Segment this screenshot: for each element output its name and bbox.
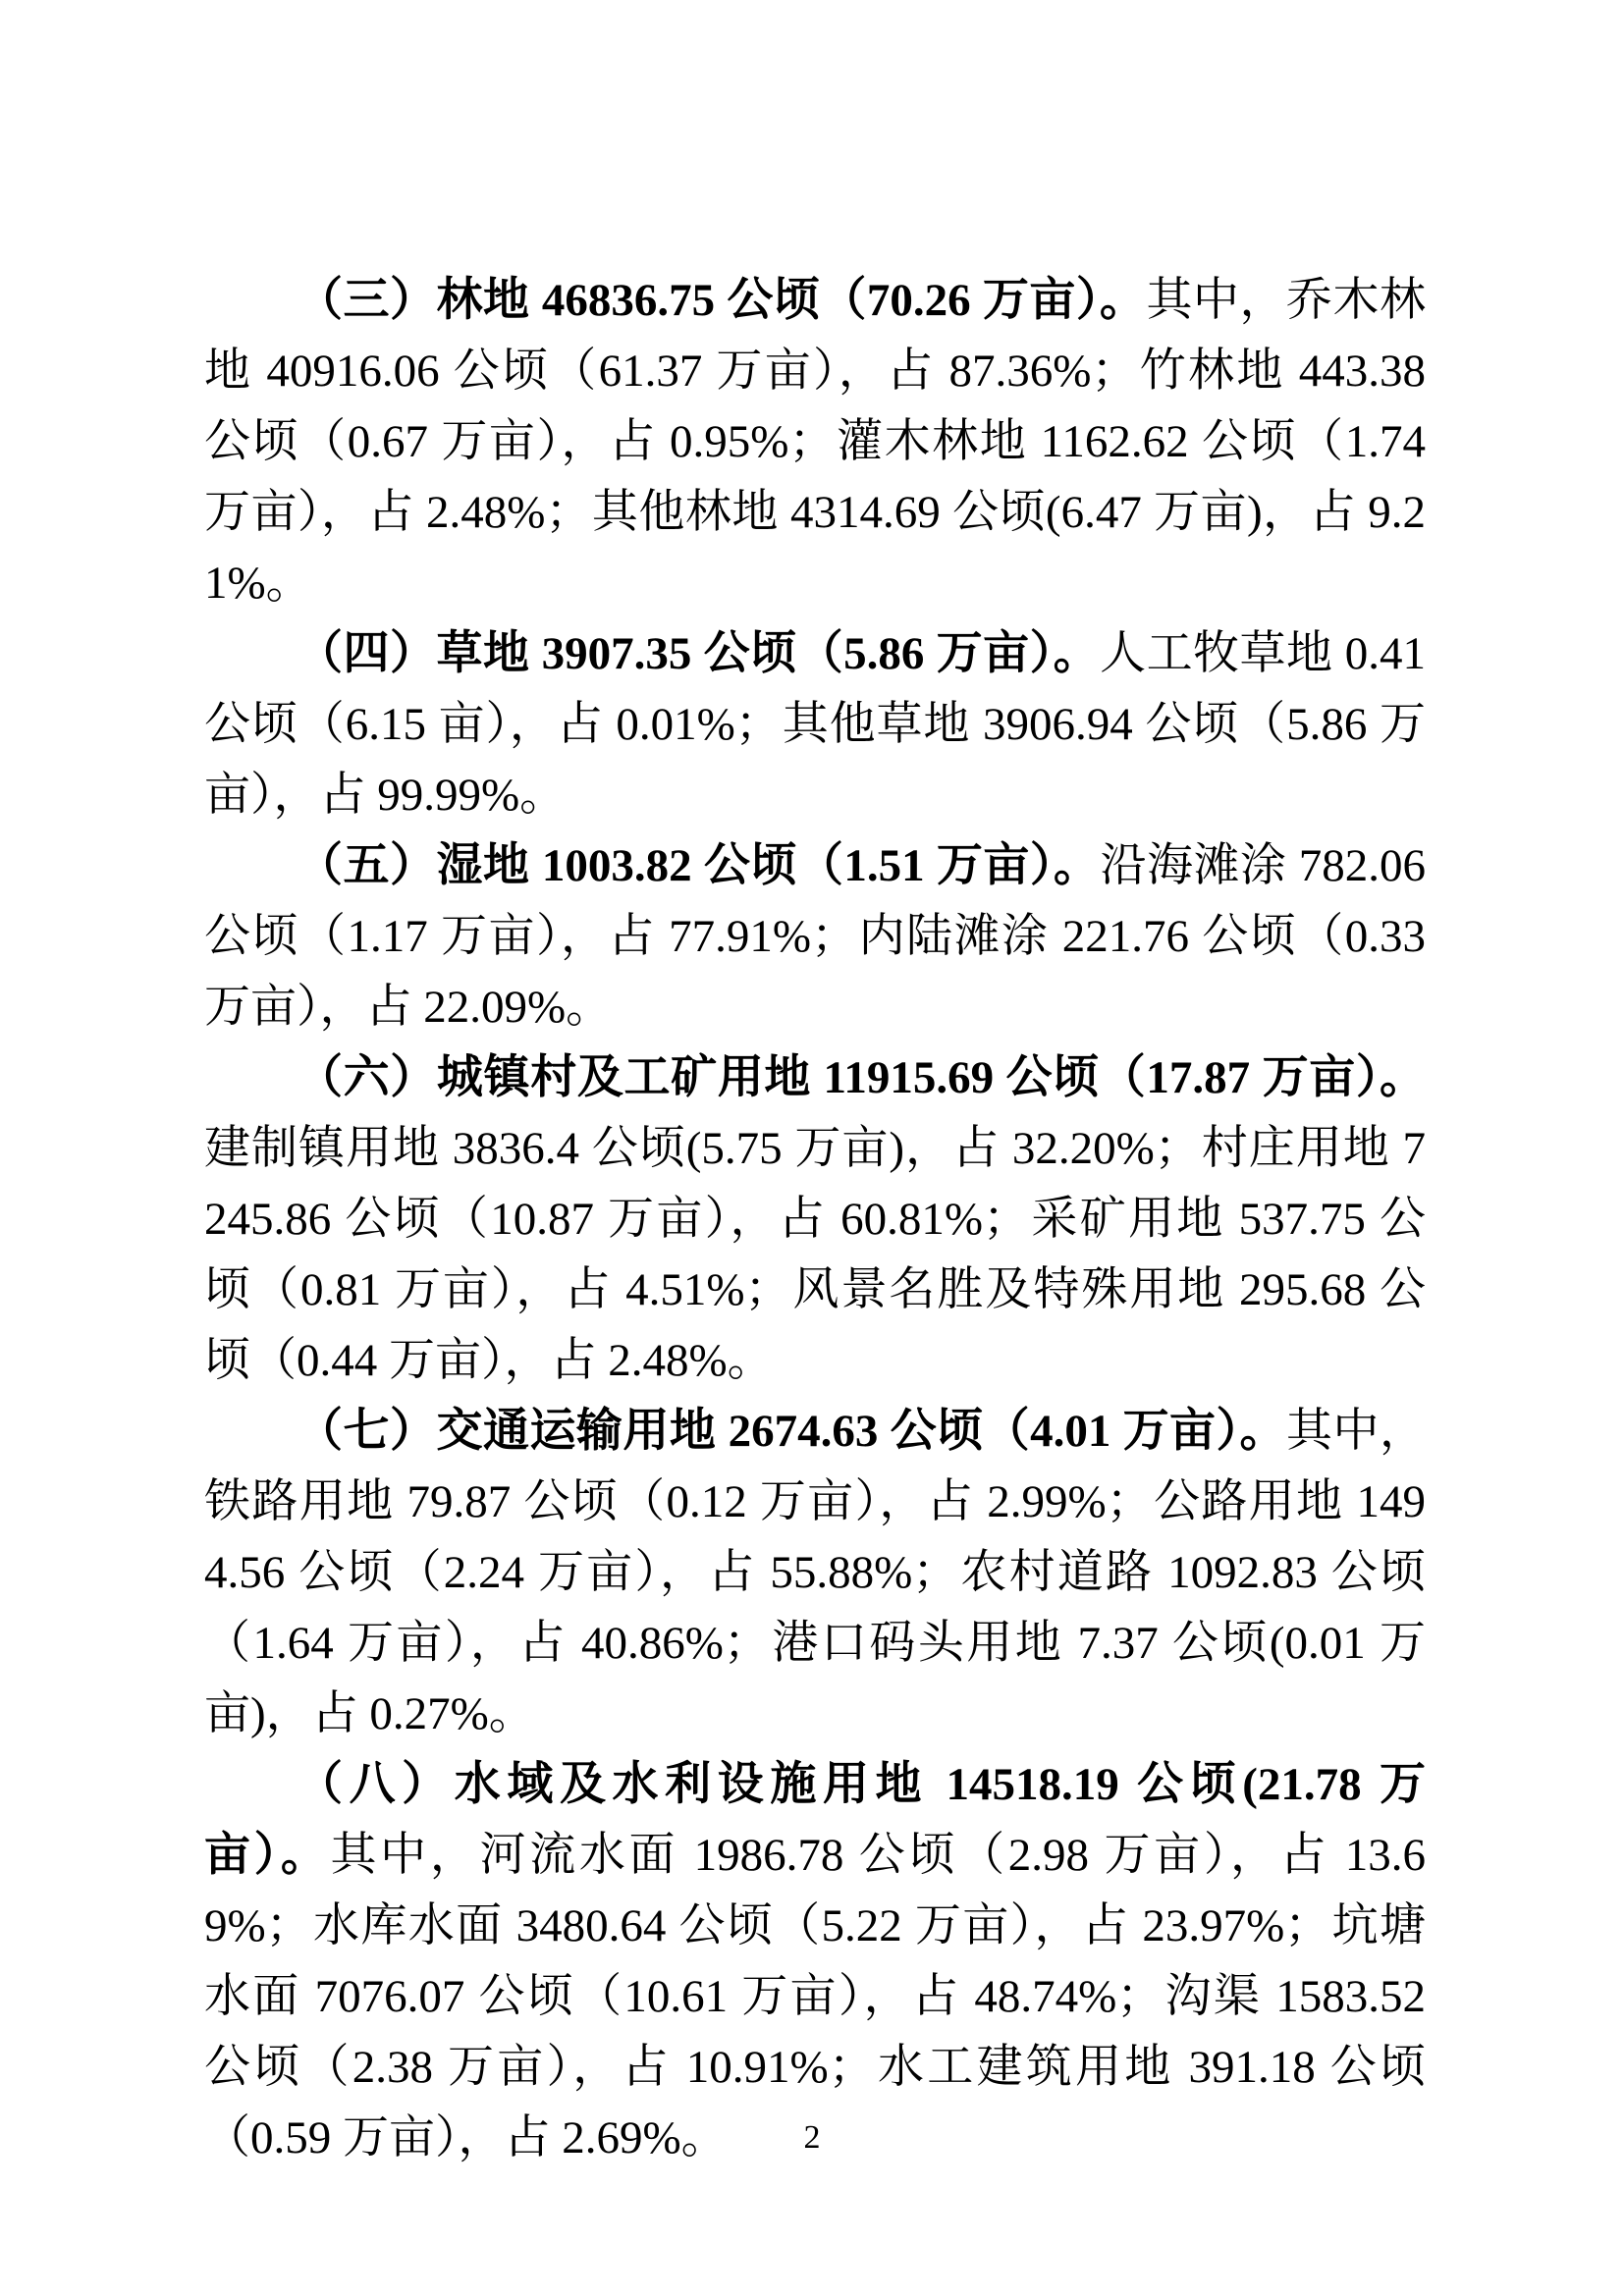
page-number: 2 bbox=[803, 2119, 821, 2156]
paragraph-forest-land-heading: （三）林地 46836.75 公顷（70.26 万亩）。 bbox=[297, 275, 1147, 326]
paragraph-urban-industrial-land-heading: （六）城镇村及工矿用地 11915.69 公顷（17.87 万亩）。 bbox=[297, 1052, 1426, 1103]
paragraph-transportation-land-heading: （七）交通运输用地 2674.63 公顷（4.01 万亩）。 bbox=[297, 1406, 1287, 1457]
paragraph-grassland bbox=[204, 618, 1426, 830]
paragraph-forest-land bbox=[204, 265, 1426, 618]
paragraph-urban-industrial-land bbox=[204, 1042, 1426, 1396]
paragraph-grassland-text: 人工牧草地 0.41 公顷（6.15 亩），占 0.01%；其他草地 3906.94 公顷（5.86 万亩），占 99.99%。 bbox=[204, 628, 1427, 821]
paragraph-wetland-text: 沿海滩涂 782.06 公顷（1.17 万亩），占 77.91%；内陆滩涂 221.76 公顷（0.33 万亩），占 22.09%。 bbox=[204, 840, 1426, 1033]
paragraph-wetland bbox=[204, 830, 1426, 1042]
paragraph-urban-industrial-land-text: 建制镇用地 3836.4 公顷(5.75 万亩)，占 32.20%；村庄用地 7245.86 公顷（10.87 万亩），占 60.81%；采矿用地 537.75 公顷（0.81 万亩），占 4.51%；风景名胜及特殊用地 295.68 公顷（0.44 万亩），占 2.48%。 bbox=[204, 1123, 1426, 1386]
paragraph-transportation-land bbox=[204, 1396, 1426, 1749]
paragraph-forest-land-text: 其中，乔木林地 40916.06 公顷（61.37 万亩），占 87.36%；竹林地 443.38 公顷（0.67 万亩），占 0.95%；灌木林地 1162.62 公顷（1.74 万亩），占 2.48%；其他林地 4314.69 公顷(6.47 万亩)，占 9.21%。 bbox=[204, 275, 1426, 609]
document-body bbox=[204, 265, 1426, 2173]
paragraph-water-facilities-land bbox=[204, 1749, 1426, 2173]
paragraph-water-facilities-land-heading: （八）水域及水利设施用地 14518.19 公顷(21.78 万亩）。 bbox=[204, 1759, 1426, 1881]
paragraph-grassland-heading: （四）草地 3907.35 公顷（5.86 万亩）。 bbox=[297, 628, 1101, 679]
paragraph-water-facilities-land-text: 其中，河流水面 1986.78 公顷（2.98 万亩），占 13.69%；水库水面 3480.64 公顷（5.22 万亩），占 23.97%；坑塘水面 7076.07 公顷（10.61 万亩），占 48.74%；沟渠 1583.52 公顷（2.38 万亩），占 10.91%；水工建筑用地 391.18 公顷（0.59 万亩），占 2.69%。 bbox=[204, 1830, 1427, 2163]
paragraph-transportation-land-text: 其中，铁路用地 79.87 公顷（0.12 万亩），占 2.99%；公路用地 1494.56 公顷（2.24 万亩），占 55.88%；农村道路 1092.83 公顷（1.64 万亩），占 40.86%；港口码头用地 7.37 公顷(0.01 万亩)，占 0.27%。 bbox=[204, 1406, 1427, 1739]
paragraph-wetland-heading: （五）湿地 1003.82 公顷（1.51 万亩）。 bbox=[297, 840, 1101, 891]
